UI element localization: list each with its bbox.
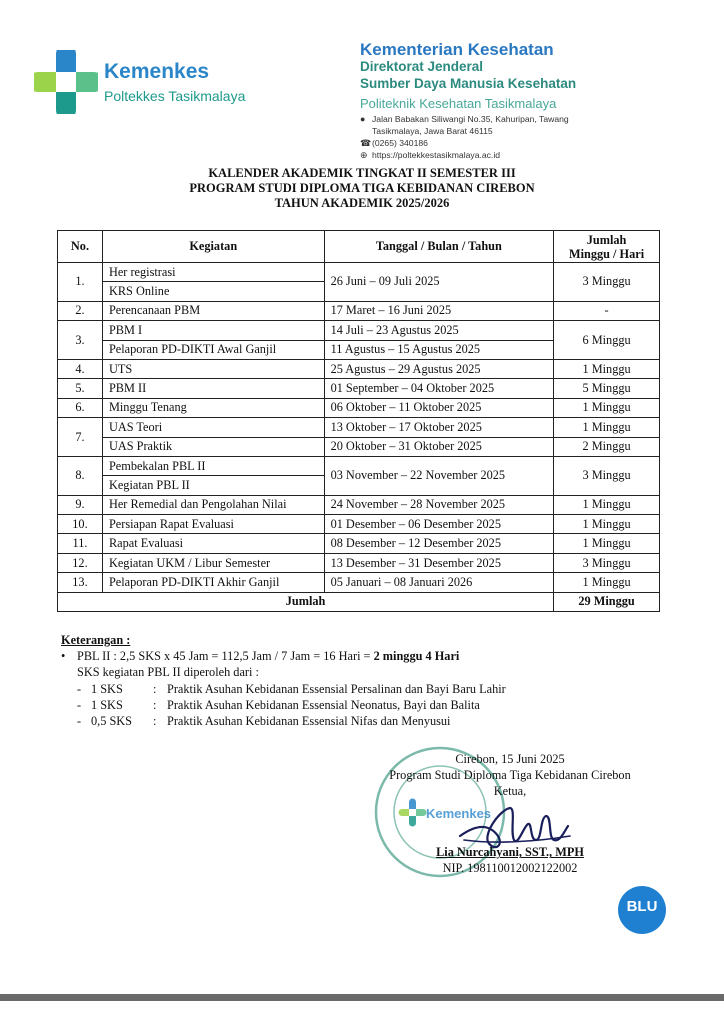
table-row (58, 534, 660, 553)
list-item: - 1 SKS : Praktik Asuhan Kebidanan Essensial Neonatus, Bayi dan Balita (77, 697, 480, 712)
cell-no: 1. (58, 263, 103, 302)
cell-kegiatan: Pelaporan PD-DIKTI Akhir Ganjil (102, 573, 324, 592)
sks-value: 1 SKS (91, 697, 123, 712)
cell-tanggal: 03 November – 22 November 2025 (324, 456, 554, 495)
cell-jumlah: 1 Minggu (554, 398, 660, 417)
cell-kegiatan: Pembekalan PBL II (102, 456, 324, 475)
cell-no: 13. (58, 573, 103, 592)
cell-jumlah: 1 Minggu (554, 534, 660, 553)
title-line-3: TAHUN AKADEMIK 2025/2026 (274, 196, 450, 210)
cell-tanggal: 06 Oktober – 11 Oktober 2025 (324, 398, 554, 417)
title-line-1: KALENDER AKADEMIK TINGKAT II SEMESTER III (208, 166, 516, 180)
notes-bullet-bold: 2 minggu 4 Hari (373, 649, 460, 664)
table-row (58, 418, 660, 437)
cell-tanggal: 01 Desember – 06 Desember 2025 (324, 515, 554, 534)
sks-value: 1 SKS (91, 681, 123, 696)
cell-kegiatan: Minggu Tenang (102, 398, 324, 417)
cell-kegiatan: Her registrasi (102, 263, 324, 282)
cell-no: 2. (58, 301, 103, 320)
table-header-row (58, 231, 660, 263)
cell-kegiatan: Perencanaan PBM (102, 301, 324, 320)
cell-kegiatan: Rapat Evaluasi (102, 534, 324, 553)
cell-no: 5. (58, 379, 103, 398)
cell-tanggal: 24 November – 28 November 2025 (324, 495, 554, 514)
phone-row (360, 137, 660, 149)
cell-jumlah: 1 Minggu (554, 573, 660, 592)
bullet-icon: • (61, 649, 66, 664)
table-row (58, 359, 660, 378)
phone-number: (0265) 340186 (372, 138, 428, 148)
table-row (58, 515, 660, 534)
website-row (360, 149, 660, 161)
cell-tanggal: 26 Juni – 09 Juli 2025 (324, 263, 554, 302)
academic-calendar-table (57, 230, 660, 612)
notes-bullet-text (77, 648, 459, 664)
cell-no: 11. (58, 534, 103, 553)
sks-value: 0,5 SKS (91, 714, 133, 729)
cell-no: 12. (58, 553, 103, 572)
sign-position: Ketua, (493, 783, 527, 798)
directorate-line-1: Direktorat Jenderal (360, 59, 484, 74)
cell-no: 4. (58, 359, 103, 378)
sks-description: Praktik Asuhan Kebidanan Essensial Neonatus, Bayi dan Balita (167, 697, 480, 712)
cell-kegiatan: UAS Praktik (102, 437, 324, 456)
cell-kegiatan: UTS (102, 359, 324, 378)
cell-tanggal: 13 Oktober – 17 Oktober 2025 (324, 418, 554, 437)
kemenkes-logo-icon (34, 50, 98, 114)
cell-tanggal: 17 Maret – 16 Juni 2025 (324, 301, 554, 320)
cell-jumlah: 1 Minggu (554, 359, 660, 378)
table-row (58, 321, 660, 340)
header-jumlah-line-2: Minggu / Hari (568, 246, 645, 261)
cell-jumlah: 1 Minggu (554, 495, 660, 514)
cell-kegiatan: Pelaporan PD-DIKTI Awal Ganjil (102, 340, 324, 359)
header-jumlah-line-1: Jumlah (586, 232, 627, 247)
header-tanggal: Tanggal / Bulan / Tahun (324, 231, 554, 263)
table-row (58, 437, 660, 456)
cell-jumlah: 1 Minggu (554, 418, 660, 437)
total-label: Jumlah (58, 592, 554, 611)
title-line-2: PROGRAM STUDI DIPLOMA TIGA KEBIDANAN CIREBON (189, 181, 535, 195)
cell-kegiatan: Kegiatan PBL II (102, 476, 324, 495)
notes-bullet (61, 648, 681, 664)
table-row (58, 398, 660, 417)
table-row (58, 573, 660, 592)
cell-kegiatan: Her Remedial dan Pengolahan Nilai (102, 495, 324, 514)
table-total-row (58, 592, 660, 611)
cell-no: 9. (58, 495, 103, 514)
notes-title: Keterangan : (61, 633, 131, 647)
table-row (58, 301, 660, 320)
cell-jumlah: 3 Minggu (554, 456, 660, 495)
table-row (58, 379, 660, 398)
logo-name: Kemenkes (104, 60, 210, 83)
notes-section (61, 632, 681, 729)
signature-block (360, 752, 660, 877)
cell-tanggal: 13 Desember – 31 Desember 2025 (324, 553, 554, 572)
cell-tanggal: 08 Desember – 12 Desember 2025 (324, 534, 554, 553)
cell-no: 7. (58, 418, 103, 457)
globe-icon: ⊕ (360, 150, 368, 160)
list-item: - 0,5 SKS : Praktik Asuhan Kebidanan Essensial Nifas dan Menyusui (77, 714, 451, 729)
phone-icon: ☎ (360, 138, 372, 148)
website-link[interactable]: https://poltekkestasikmalaya.ac.id (372, 150, 501, 160)
cell-no: 8. (58, 456, 103, 495)
cell-tanggal: 01 September – 04 Oktober 2025 (324, 379, 554, 398)
stamp-logo-text: Kemenkes (426, 806, 492, 821)
table-row (58, 553, 660, 572)
ministry-name: Kementerian Kesehatan (360, 40, 554, 59)
header-no: No. (58, 231, 103, 263)
cell-tanggal: 05 Januari – 08 Januari 2026 (324, 573, 554, 592)
cell-kegiatan: PBM I (102, 321, 324, 340)
list-item: - 1 SKS : Praktik Asuhan Kebidanan Essensial Persalinan dan Bayi Baru Lahir (77, 681, 506, 696)
address-line-2: Tasikmalaya, Jawa Barat 46115 (372, 126, 493, 136)
cell-tanggal: 20 Oktober – 31 Oktober 2025 (324, 437, 554, 456)
cell-kegiatan: PBM II (102, 379, 324, 398)
logo-subtitle: Poltekkes Tasikmalaya (104, 88, 246, 104)
address-row (360, 113, 660, 125)
header-kegiatan: Kegiatan (102, 231, 324, 263)
cell-jumlah: - (554, 301, 660, 320)
dash-icon: - (77, 681, 82, 696)
cell-jumlah: 3 Minggu (554, 553, 660, 572)
cell-kegiatan: KRS Online (102, 282, 324, 301)
cell-kegiatan: UAS Teori (102, 418, 324, 437)
address-row-2 (360, 125, 660, 137)
cell-jumlah: 6 Minggu (554, 321, 660, 360)
sks-description: Praktik Asuhan Kebidanan Essensial Persalinan dan Bayi Baru Lahir (167, 681, 506, 696)
cell-no: 10. (58, 515, 103, 534)
cell-no: 6. (58, 398, 103, 417)
notes-subtitle: SKS kegiatan PBL II diperoleh dari : (77, 665, 259, 680)
cell-no: 3. (58, 321, 103, 360)
total-value: 29 Minggu (554, 592, 660, 611)
cell-jumlah: 1 Minggu (554, 515, 660, 534)
blu-badge-label: BLU (626, 898, 658, 915)
sign-place-date: Cirebon, 15 Juni 2025 (455, 752, 565, 766)
institution-header (360, 40, 660, 161)
cell-jumlah: 3 Minggu (554, 263, 660, 302)
dash-icon: - (77, 697, 82, 712)
cell-jumlah: 5 Minggu (554, 379, 660, 398)
cell-kegiatan: Persiapan Rapat Evaluasi (102, 515, 324, 534)
table-row (58, 495, 660, 514)
cell-tanggal: 11 Agustus – 15 Agustus 2025 (324, 340, 554, 359)
document-title (0, 166, 724, 211)
sks-description: Praktik Asuhan Kebidanan Essensial Nifas dan Menyusui (167, 714, 451, 729)
sign-nip: NIP. 198110012002122002 (442, 861, 578, 876)
institution-name: Politeknik Kesehatan Tasikmalaya (360, 96, 557, 111)
dash-icon: - (77, 714, 82, 729)
cell-jumlah: 2 Minggu (554, 437, 660, 456)
cell-tanggal: 14 Juli – 23 Agustus 2025 (324, 321, 554, 340)
scan-bottom-edge (0, 994, 724, 1001)
cell-kegiatan: Kegiatan UKM / Libur Semester (102, 553, 324, 572)
header-jumlah (554, 231, 660, 263)
location-pin-icon: ● (360, 114, 366, 124)
blu-badge (618, 886, 666, 934)
directorate-line-2: Sumber Daya Manusia Kesehatan (360, 76, 577, 91)
sign-name: Lia Nurcahyani, SST., MPH (436, 845, 584, 860)
table-row (58, 263, 660, 282)
notes-bullet-prefix: PBL II : 2,5 SKS x 45 Jam = 112,5 Jam / 7 Jam = 16 Hari = (77, 649, 374, 664)
kemenkes-logo (34, 50, 274, 120)
cell-tanggal: 25 Agustus – 29 Agustus 2025 (324, 359, 554, 378)
address-line-1: Jalan Babakan Siliwangi No.35, Kahuripan, Tawang (372, 114, 569, 124)
table-row (58, 456, 660, 475)
sign-program: Program Studi Diploma Tiga Kebidanan Cirebon (389, 767, 631, 782)
